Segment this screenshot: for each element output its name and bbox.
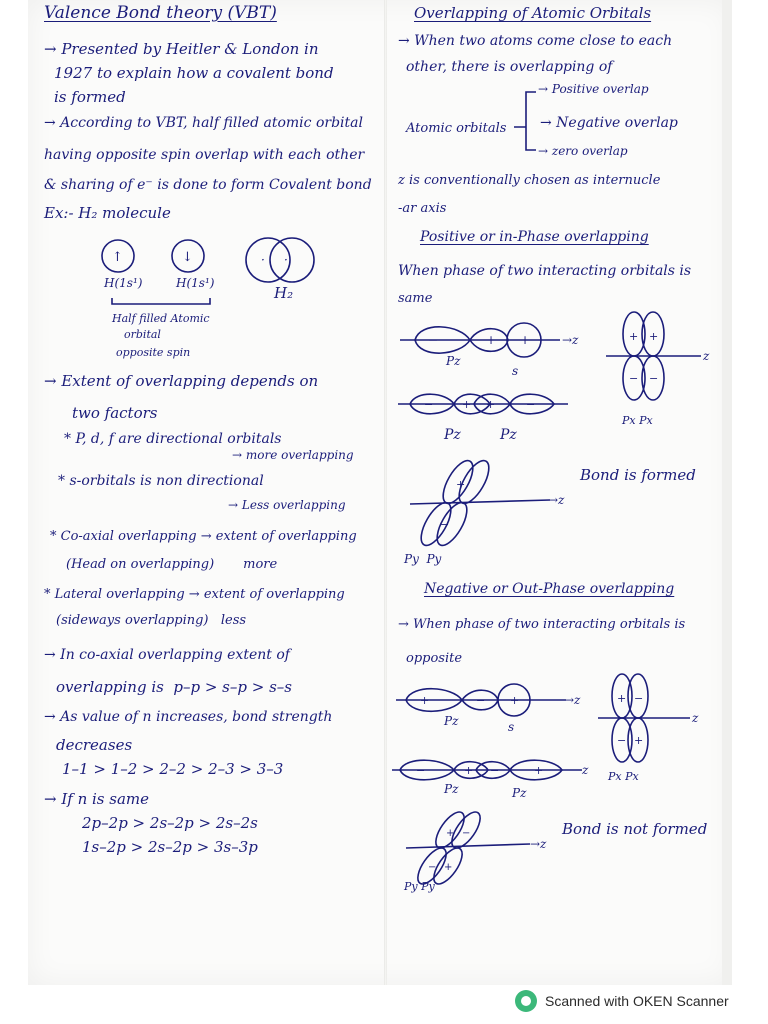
text-line: two factors bbox=[72, 404, 158, 422]
svg-text:−: − bbox=[526, 398, 536, 411]
negative-overlap: → Negative overlap bbox=[540, 115, 678, 131]
svg-text:+: + bbox=[462, 398, 472, 411]
pz-s-overlap-diagram bbox=[400, 316, 580, 366]
bond-not-formed-text: Bond is not formed bbox=[562, 820, 708, 838]
h-1s-label-1: H(1s¹) bbox=[104, 276, 143, 290]
svg-text:z: z bbox=[692, 711, 699, 725]
svg-text:↑: ↑ bbox=[112, 250, 123, 265]
text-line: & sharing of e⁻ is done to form Covalent bond bbox=[44, 177, 372, 193]
svg-text:−: − bbox=[462, 828, 471, 839]
svg-text:+: + bbox=[420, 694, 430, 707]
text-line: → Less overlapping bbox=[228, 498, 346, 512]
svg-text:−: − bbox=[476, 694, 486, 707]
text-line: → According to VBT, half filled atomic orbital bbox=[44, 115, 363, 131]
text-line: other, there is overlapping of bbox=[406, 59, 613, 75]
px-px-label: Px Px bbox=[622, 414, 653, 427]
text-line: * P, d, f are directional orbitals bbox=[64, 431, 282, 447]
svg-text:−: − bbox=[490, 764, 500, 777]
text-line: having opposite spin overlap with each other bbox=[44, 147, 365, 163]
scanner-text: Scanned with OKEN Scanner bbox=[545, 993, 729, 1009]
svg-text:−: − bbox=[428, 333, 439, 347]
text-line: * Co-axial overlapping → extent of overlapping bbox=[50, 529, 357, 544]
text-line: -ar axis bbox=[398, 201, 447, 216]
svg-text:−: − bbox=[428, 862, 437, 873]
py-py-overlap-diagram bbox=[400, 456, 570, 556]
svg-text:+: + bbox=[446, 828, 455, 839]
text-line: When phase of two interacting orbitals is bbox=[398, 263, 692, 279]
svg-text:z: z bbox=[703, 349, 710, 363]
text-line: * Lateral overlapping → extent of overlapping bbox=[44, 587, 345, 602]
pz-label: Pz bbox=[444, 714, 459, 728]
pz-pz-overlap-diagram bbox=[398, 384, 578, 424]
text-line: → Extent of overlapping depends on bbox=[44, 372, 319, 390]
svg-text:↓: ↓ bbox=[182, 250, 193, 265]
text-line: 1927 to explain how a covalent bond bbox=[54, 64, 334, 82]
svg-text:+: + bbox=[649, 330, 659, 343]
svg-text:+: + bbox=[444, 862, 453, 873]
scanner-watermark bbox=[515, 988, 729, 1014]
text-line: 1s–2p > 2s–2p > 3s–3p bbox=[82, 838, 258, 856]
svg-text:−: − bbox=[629, 372, 639, 385]
in-phase-title: Positive or in-Phase overlapping bbox=[420, 229, 649, 245]
svg-text:+: + bbox=[486, 398, 496, 411]
svg-text:+: + bbox=[520, 333, 531, 347]
h2-molecule-label: H₂ bbox=[274, 284, 294, 302]
svg-text:+: + bbox=[456, 478, 466, 491]
svg-text:−: − bbox=[649, 372, 659, 385]
text-line: overlapping is p–p > s–p > s–s bbox=[56, 678, 292, 696]
svg-text:→z: →z bbox=[562, 333, 579, 347]
svg-text:→z: →z bbox=[530, 837, 547, 851]
svg-text:+: + bbox=[534, 764, 544, 777]
text-line: decreases bbox=[56, 736, 133, 754]
page-edge bbox=[722, 0, 732, 985]
pz-label: Pz bbox=[512, 786, 527, 800]
px-px-label: Px Px bbox=[608, 770, 639, 783]
svg-text:+: + bbox=[629, 330, 639, 343]
svg-text:→z: →z bbox=[548, 493, 565, 507]
svg-text:−: − bbox=[424, 398, 434, 411]
half-filled-label: orbital bbox=[124, 328, 161, 341]
pz-label: Pz bbox=[500, 427, 517, 443]
text-line: opposite bbox=[406, 651, 463, 666]
svg-text:+: + bbox=[634, 734, 644, 747]
text-line: → When phase of two interacting orbitals is bbox=[398, 617, 686, 632]
half-filled-label: Half filled Atomic bbox=[112, 312, 210, 325]
text-line: is formed bbox=[54, 88, 126, 106]
svg-text:→z: →z bbox=[564, 693, 581, 707]
text-line: → When two atoms come close to each bbox=[398, 33, 673, 49]
text-line: → If n is same bbox=[44, 790, 150, 808]
bond-formed-text: Bond is formed bbox=[580, 466, 696, 484]
svg-text:z: z bbox=[582, 763, 589, 777]
py-py-label: Py Py bbox=[404, 880, 435, 893]
pz-label: Pz bbox=[446, 354, 461, 368]
text-line: 1–1 > 1–2 > 2–2 > 2–3 > 3–3 bbox=[62, 760, 284, 778]
oken-logo-icon bbox=[515, 990, 537, 1012]
px-px-out-phase-diagram bbox=[598, 672, 708, 772]
text-line: → In co-axial overlapping extent of bbox=[44, 647, 290, 663]
pz-s-out-phase-diagram bbox=[396, 680, 586, 720]
svg-text:+: + bbox=[510, 694, 520, 707]
svg-text:·: · bbox=[284, 253, 288, 267]
svg-text:+: + bbox=[464, 764, 474, 777]
zero-overlap: → zero overlap bbox=[538, 144, 628, 158]
atomic-orbitals-label: Atomic orbitals bbox=[406, 121, 507, 136]
vbt-title: Valence Bond theory (VBT) bbox=[44, 3, 277, 23]
text-line: z is conventionally chosen as internucle bbox=[398, 173, 661, 188]
text-line: (sideways overlapping) less bbox=[56, 613, 247, 628]
s-label: s bbox=[512, 364, 519, 378]
text-line: 2p–2p > 2s–2p > 2s–2s bbox=[82, 814, 258, 832]
svg-text:−: − bbox=[416, 764, 426, 777]
svg-text:+: + bbox=[486, 333, 497, 347]
text-line: → more overlapping bbox=[232, 448, 354, 462]
h-1s-label-2: H(1s¹) bbox=[176, 276, 215, 290]
svg-text:−: − bbox=[440, 518, 450, 531]
positive-overlap: → Positive overlap bbox=[538, 82, 649, 96]
s-label: s bbox=[508, 720, 515, 734]
svg-text:+: + bbox=[617, 692, 627, 705]
text-line: Ex:- H₂ molecule bbox=[44, 204, 171, 222]
pz-pz-out-phase-diagram bbox=[392, 752, 602, 792]
pz-label: Pz bbox=[444, 427, 461, 443]
svg-text:−: − bbox=[634, 692, 644, 705]
svg-text:−: − bbox=[617, 734, 627, 747]
out-phase-title: Negative or Out-Phase overlapping bbox=[424, 581, 675, 597]
text-line: → Presented by Heitler & London in bbox=[44, 40, 319, 58]
text-line: → As value of n increases, bond strength bbox=[44, 709, 333, 725]
overlap-title: Overlapping of Atomic Orbitals bbox=[414, 4, 652, 22]
half-filled-label: opposite spin bbox=[116, 346, 191, 359]
py-py-label: Py Py bbox=[404, 552, 442, 566]
text-line: * s-orbitals is non directional bbox=[58, 473, 264, 489]
px-px-overlap-diagram bbox=[606, 310, 716, 410]
page-fold bbox=[384, 0, 387, 985]
svg-text:·: · bbox=[261, 253, 265, 267]
text-line: same bbox=[398, 291, 433, 306]
pz-label: Pz bbox=[444, 782, 459, 796]
bracket bbox=[110, 296, 220, 308]
text-line: (Head on overlapping) more bbox=[66, 557, 278, 572]
